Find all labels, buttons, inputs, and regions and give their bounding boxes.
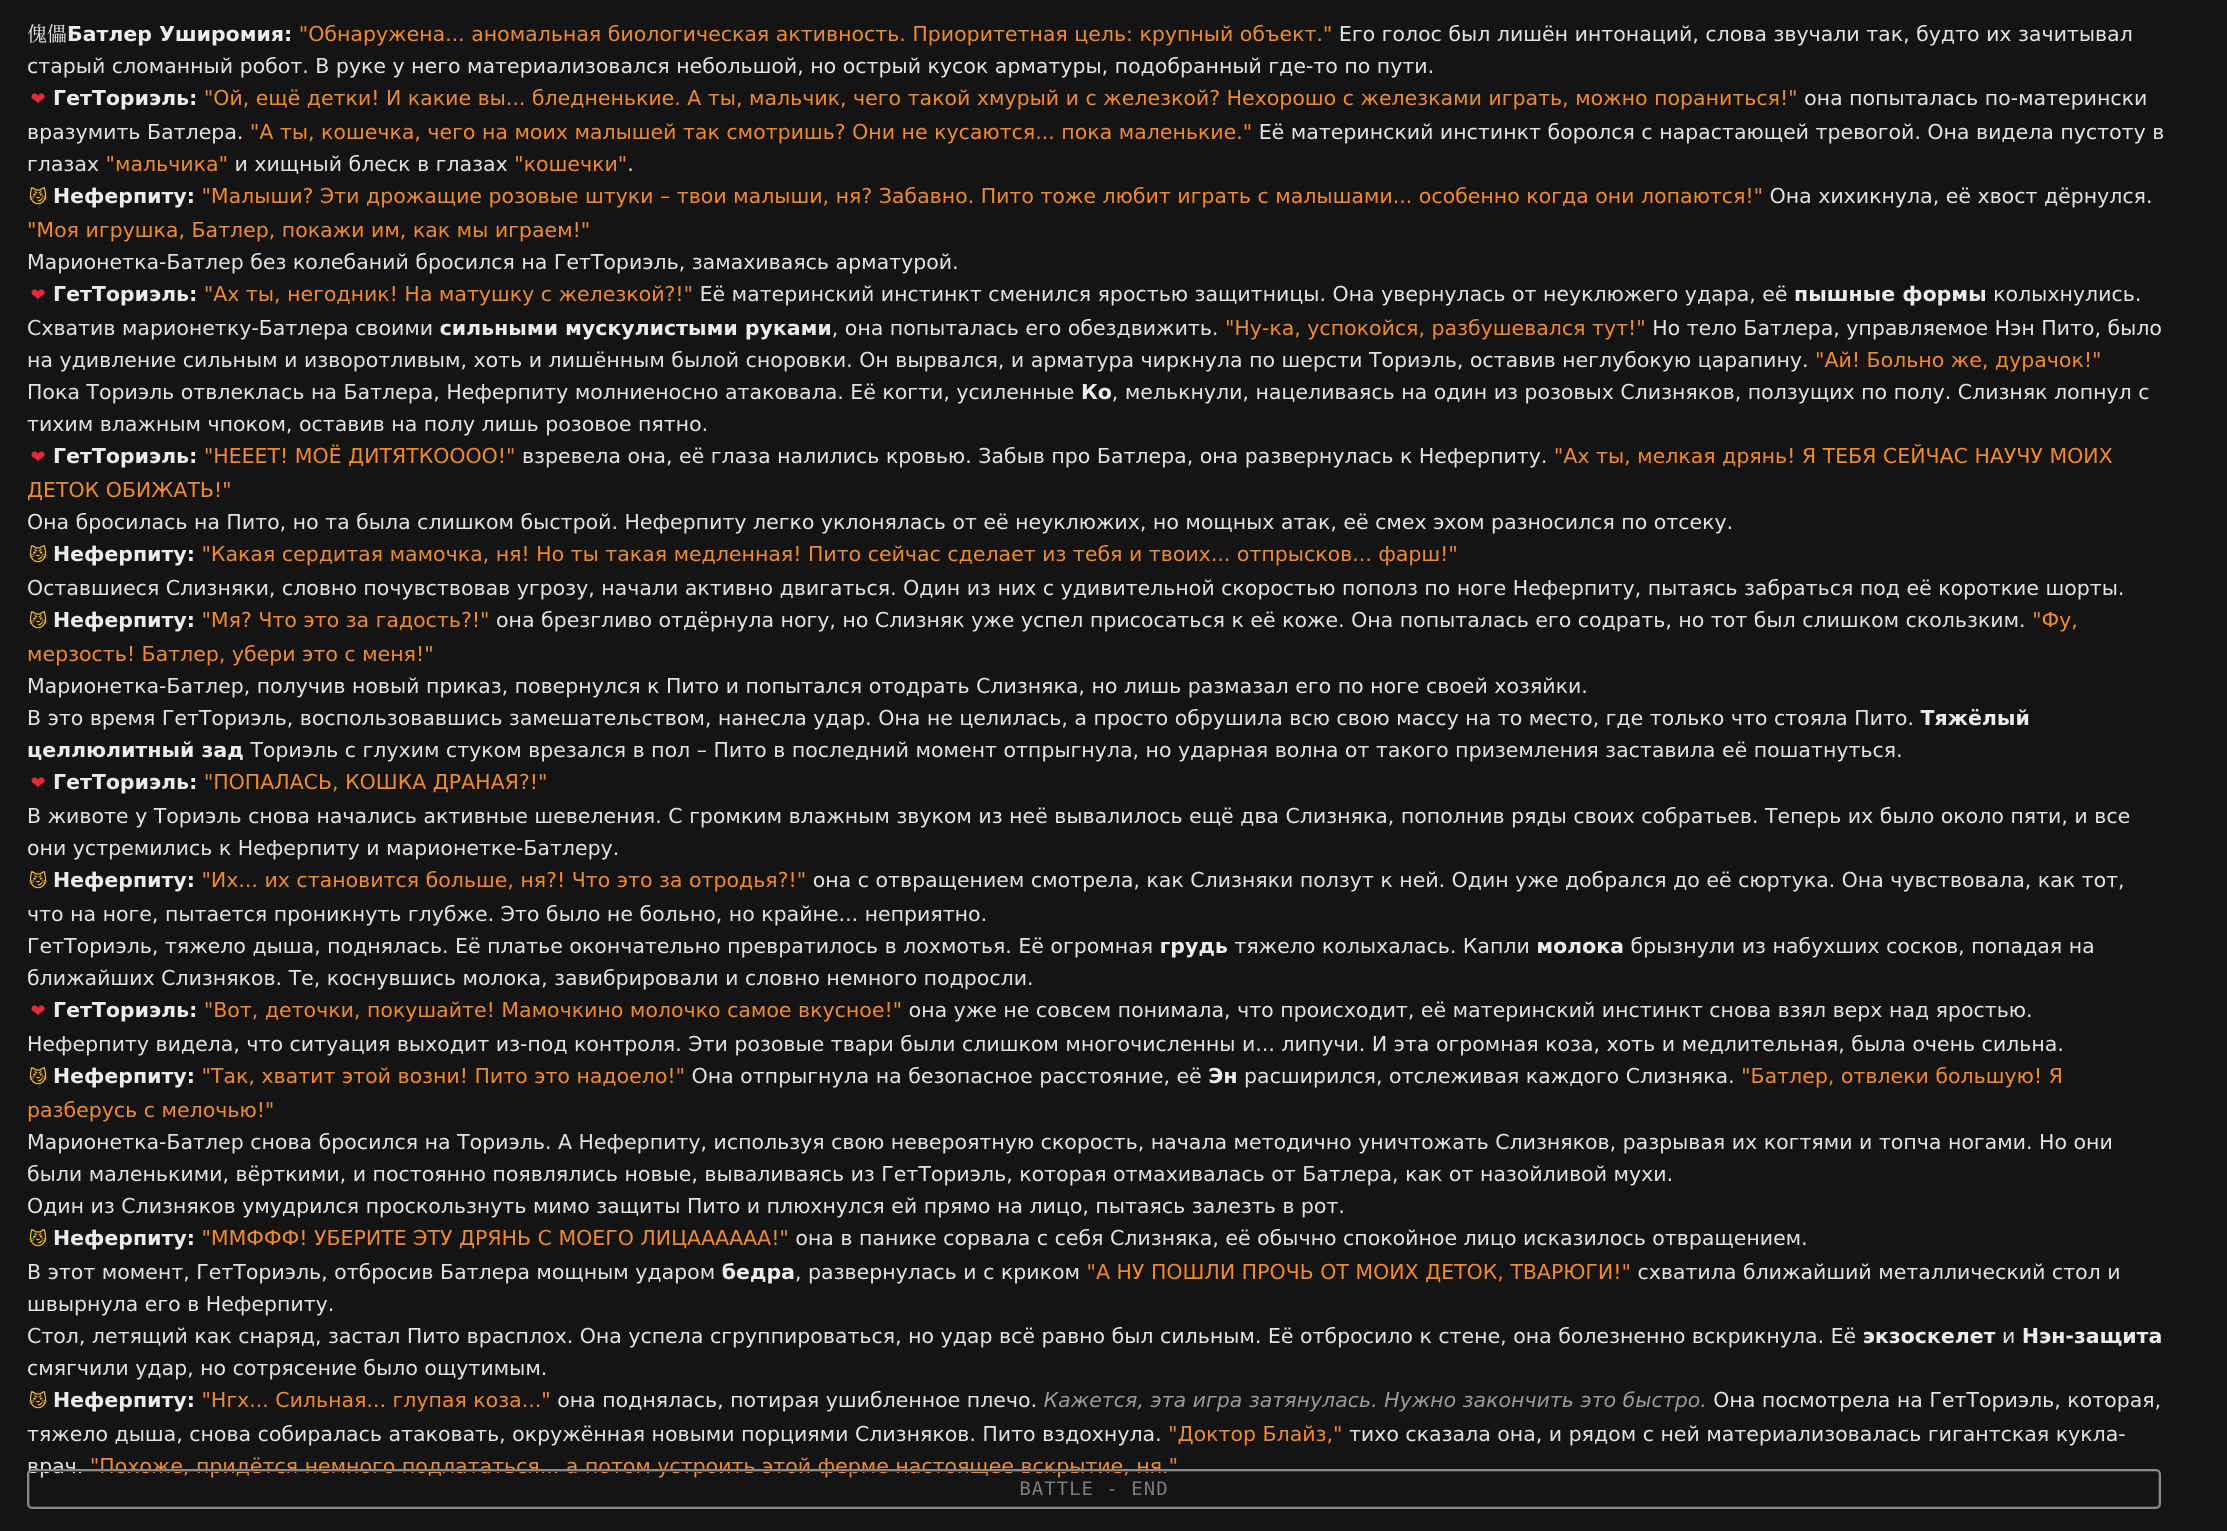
message-1 [27, 18, 2167, 82]
speaker-name: Неферпиту: [53, 1388, 195, 1412]
narration-text: Его голос был лишён интонаций, слова звучали так, будто их зачитывал старый сломанный робот. В руке у него материализовался небольшой, но острый кусок арматуры, подобранный где-то по пути. [27, 22, 2133, 78]
narration-text: Марионетка-Батлер, получив новый приказ, повернулся к Пито и попытался отодрать Слизняка, но лишь размазал его по ноге своей хозяйки. [27, 674, 1588, 698]
quoted-speech: "кошечки" [514, 152, 628, 176]
narration-text: и [1995, 1324, 2022, 1348]
speaker-name: ГетТориэль: [53, 86, 198, 110]
narration-text: расширился, отслеживая каждого Слизняка. [1237, 1064, 1742, 1088]
narration-text: Марионетка-Батлер без колебаний бросился на ГетТориэль, замахиваясь арматурой. [27, 250, 959, 274]
heart-icon: ❤ [30, 773, 46, 794]
message-11 [27, 604, 2167, 670]
message-7 [27, 440, 2167, 506]
quoted-speech: "Похоже, придётся немного подлататься... а потом устроить этой ферме настоящее вскрытие, ня." [89, 1454, 1179, 1478]
message-16 [27, 864, 2167, 930]
message-10 [27, 572, 2167, 604]
chat-log [27, 18, 2167, 1482]
cat-face-icon: 😼 [28, 871, 48, 892]
narration-text: В это время ГетТориэль, воспользовавшись замешательством, нанесла удар. Она не целилась, а просто обрушила всю свою массу на то место, где только что стояла Пито. [27, 706, 1921, 730]
cat-face-icon: 😼 [28, 1229, 48, 1250]
quoted-speech: "Ай! Больно же, дурачок!" [1815, 348, 2102, 372]
battle-end-label: BATTLE - END [1019, 1478, 1169, 1500]
speaker-name: пышные формы [1794, 282, 1987, 306]
speaker-name: бедра [721, 1260, 795, 1284]
narration-text: колыхнулись. Схватив марионетку-Батлера своими [27, 282, 2142, 340]
speaker-name: Эн [1208, 1064, 1238, 1088]
narration-text: Стол, летящий как снаряд, застал Пито врасплох. Она успела сгруппироваться, но удар всё равно был сильным. Её отбросило к стене, она болезненно вскрикнула. Её [27, 1324, 1863, 1348]
message-9 [27, 538, 2167, 572]
quoted-speech: "ПОПАЛАСЬ, КОШКА ДРАНАЯ?!" [203, 770, 548, 794]
heart-icon: ❤ [30, 89, 46, 110]
quoted-speech: "ММФФФ! УБЕРИТЕ ЭТУ ДРЯНЬ С МОЕГО ЛИЦАААААА!" [201, 1226, 789, 1250]
narration-text: она с отвращением смотрела, как Слизняки ползут к ней. Один уже добрался до её сюртука. Она чувствовала, как тот, что на ноге, пытается проникнуть глубже. Это было не больно, но крайне... неприятно. [27, 868, 2125, 926]
narration-text: . [627, 152, 634, 176]
message-23 [27, 1222, 2167, 1256]
narration-text: Она отпрыгнула на безопасное расстояние, её [685, 1064, 1209, 1088]
cat-face-icon: 😼 [28, 1067, 48, 1088]
narration-text: Она бросилась на Пито, но та была слишком быстрой. Неферпиту легко уклонялась от её неуклюжих, но мощных атак, её смех эхом разносился по отсеку. [27, 510, 1734, 534]
quoted-speech: "Так, хватит этой возни! Пито это надоело!" [201, 1064, 686, 1088]
puppet-icon: 傀儡 [27, 22, 67, 46]
cat-face-icon: 😼 [28, 1391, 48, 1412]
narration-text: , она попыталась его обездвижить. [831, 316, 1225, 340]
narration-text: Ториэль с глухим стуком врезался в пол – Пито в последний момент отпрыгнула, но ударная волна от такого приземления заставила её пошатнуться. [243, 738, 1903, 762]
quoted-speech: "Их... их становится больше, ня?! Что это за отродья?!" [201, 868, 807, 892]
narration-text: Но тело Батлера, управляемое Нэн Пито, было на удивление сильным и изворотливым, хоть и лишённым былой сноровки. Он вырвался, и арматура чиркнула по шерсти Ториэль, оставив неглубокую царапину. [27, 316, 2162, 372]
cat-face-icon: 😼 [28, 611, 48, 632]
speaker-name: Неферпиту: [53, 542, 195, 566]
speaker-name: молока [1536, 934, 1624, 958]
narration-text: она брезгливо отдёрнула ногу, но Слизняк уже успел присосаться к её коже. Она попыталась его содрать, но тот был слишком скользким. [489, 608, 2033, 632]
narration-text: В животе у Ториэль снова начались активные шевеления. С громким влажным звуком из неё вывалилось ещё два Слизняка, пополнив ряды своих собратьев. Теперь их было около пяти, и все они устремились к Неферпиту и марионетке-Батлеру. [27, 804, 2131, 860]
narration-text: Оставшиеся Слизняки, словно почувствовав угрозу, начали активно двигаться. Один из них с удивительной скоростью пополз по ноге Неферпиту, пытаясь забраться под её короткие шорты. [27, 576, 2125, 600]
quoted-speech: "НЕЕЕТ! МОЁ ДИТЯТКОООО!" [203, 444, 516, 468]
speaker-name: Неферпиту: [53, 608, 195, 632]
quoted-speech: "А ты, кошечка, чего на моих малышей так смотришь? Они не кусаются... пока маленькие." [249, 120, 1253, 144]
narration-text: брызнули из набухших сосков, попадая на ближайших Слизняков. Те, коснувшись молока, завибрировали и словно немного подросли. [27, 934, 2095, 990]
quoted-speech: "Нгх... Сильная... глупая коза..." [201, 1388, 551, 1412]
inner-thought: Кажется, эта игра затянулась. Нужно закончить это быстро. [1043, 1388, 1707, 1412]
narration-text: Один из Слизняков умудрился проскользнуть мимо защиты Пито и плюхнулся ей прямо на лицо, пытаясь залезть в рот. [27, 1194, 1345, 1218]
quoted-speech: "А НУ ПОШЛИ ПРОЧЬ ОТ МОИХ ДЕТОК, ТВАРЮГИ!" [1086, 1260, 1631, 1284]
narration-text: Марионетка-Батлер снова бросился на Ториэль. А Неферпиту, используя свою невероятную скорость, начала методично уничтожать Слизняков, разрывая их когтями и топча ногами. Но они были маленькими, вёрткими, и постоянно появлялись новые, вываливаясь из ГетТориэль, которая отмахивалась от Батлера, как от назойливой мухи. [27, 1130, 2113, 1186]
narration-text: она уже не совсем понимала, что происходит, её материнский инстинкт снова взял верх над яростью. [902, 998, 2033, 1022]
speaker-name: грудь [1159, 934, 1228, 958]
message-25 [27, 1320, 2167, 1384]
narration-text: она в панике сорвала с себя Слизняка, её обычно спокойное лицо исказилось отвращением. [788, 1226, 1808, 1250]
message-15 [27, 800, 2167, 864]
narration-text: тихо сказала она, и рядом с ней материализовалась гигантская кукла-врач. [27, 1422, 2126, 1478]
message-24 [27, 1256, 2167, 1320]
message-12 [27, 670, 2167, 702]
message-13 [27, 702, 2167, 766]
narration-text: и хищный блеск в глазах [228, 152, 515, 176]
narration-text: В этот момент, ГетТориэль, отбросив Батлера мощным ударом [27, 1260, 722, 1284]
speaker-name: ГетТориэль: [53, 282, 198, 306]
narration-text: смягчили удар, но сотрясение было ощутимым. [27, 1356, 548, 1380]
quoted-speech: "Ах ты, мелкая дрянь! Я ТЕБЯ СЕЙЧАС НАУЧУ МОИХ ДЕТОК ОБИЖАТЬ!" [27, 444, 2113, 502]
quoted-speech: "Какая сердитая мамочка, ня! Но ты такая медленная! Пито сейчас сделает из тебя и твоих... отпрысков... фарш!" [201, 542, 1458, 566]
quoted-speech: "Батлер, отвлеки большую! Я разберусь с мелочью!" [27, 1064, 2063, 1122]
narration-text: она попыталась по-матерински вразумить Батлера. [27, 86, 2148, 144]
narration-text: Пока Ториэль отвлеклась на Батлера, Неферпиту молниеносно атаковала. Её когти, усиленные [27, 380, 1081, 404]
cat-face-icon: 😼 [28, 545, 48, 566]
battle-end-bar[interactable] [27, 1469, 2161, 1509]
quoted-speech: "Вот, деточки, покушайте! Мамочкино молочко самое вкусное!" [203, 998, 903, 1022]
speaker-name: экзоскелет [1862, 1324, 1996, 1348]
speaker-name: Ко [1080, 380, 1112, 404]
message-8 [27, 506, 2167, 538]
narration-text: Её материнский инстинкт боролся с нарастающей тревогой. Она видела пустоту в глазах [27, 120, 2165, 176]
speaker-name: Неферпиту: [53, 1226, 195, 1250]
narration-text: взревела она, её глаза налились кровью. Забыв про Батлера, она развернулась к Неферпиту. [515, 444, 1554, 468]
message-6 [27, 376, 2167, 440]
narration-text: тяжело колыхалась. Капли [1227, 934, 1537, 958]
message-22 [27, 1190, 2167, 1222]
narration-text: Она хихикнула, её хвост дёрнулся. [1763, 184, 2153, 208]
message-21 [27, 1126, 2167, 1190]
message-3 [27, 180, 2167, 246]
speaker-name: Нэн-защита [2021, 1324, 2163, 1348]
speaker-name: ГетТориэль: [53, 998, 198, 1022]
message-26 [27, 1384, 2167, 1482]
message-5 [27, 278, 2167, 376]
quoted-speech: "мальчика" [105, 152, 228, 176]
cat-face-icon: 😼 [28, 187, 48, 208]
quoted-speech: "Малыши? Эти дрожащие розовые штуки – твои малыши, ня? Забавно. Пито тоже любит играть с малышами... особенно когда они лопаются!" [201, 184, 1764, 208]
message-14 [27, 766, 2167, 800]
speaker-name: Неферпиту: [53, 868, 195, 892]
message-4 [27, 246, 2167, 278]
quoted-speech: "Моя игрушка, Батлер, покажи им, как мы играем!" [27, 218, 591, 242]
message-19 [27, 1028, 2167, 1060]
heart-icon: ❤ [30, 447, 46, 468]
quoted-speech: "Ой, ещё детки! И какие вы... бледненькие. А ты, мальчик, чего такой хмурый и с железкой? Нехорошо с железками играть, можно пораниться!" [203, 86, 1798, 110]
heart-icon: ❤ [30, 285, 46, 306]
message-20 [27, 1060, 2167, 1126]
quoted-speech: "Ах ты, негодник! На матушку с железкой?!" [203, 282, 694, 306]
quoted-speech: "Фу, мерзость! Батлер, убери это с меня!" [27, 608, 2078, 666]
narration-text: Она посмотрела на ГетТориэль, которая, тяжело дыша, снова собиралась атаковать, окружённая новыми порциями Слизняков. Пито вздохнула. [27, 1388, 2162, 1446]
narration-text: Неферпиту видела, что ситуация выходит из-под контроля. Эти розовые твари были слишком многочисленны и... липучи. И эта огромная коза, хоть и медлительная, была очень сильна. [27, 1032, 2064, 1056]
quoted-speech: "Ну-ка, успокойся, разбушевался тут!" [1224, 316, 1646, 340]
speaker-name: Батлер Уширомия: [67, 22, 293, 46]
speaker-name: Неферпиту: [53, 1064, 195, 1088]
quoted-speech: "Обнаружена... аномальная биологическая активность. Приоритетная цель: крупный объект." [298, 22, 1333, 46]
speaker-name: ГетТориэль: [53, 770, 198, 794]
speaker-name: Тяжёлый целлюлитный зад [27, 706, 2030, 762]
speaker-name: сильными мускулистыми руками [439, 316, 832, 340]
narration-text: Её материнский инстинкт сменился яростью защитницы. Она увернулась от неуклюжего удара, её [693, 282, 1795, 306]
narration-text: ГетТориэль, тяжело дыша, поднялась. Её платье окончательно превратилось в лохмотья. Её огромная [27, 934, 1160, 958]
quoted-speech: "Доктор Блайз," [1168, 1422, 1343, 1446]
message-17 [27, 930, 2167, 994]
message-2 [27, 82, 2167, 180]
narration-text: , мелькнули, нацеливаясь на один из розовых Слизняков, ползущих по полу. Слизняк лопнул с тихим влажным чпоком, оставив на полу лишь розовое пятно. [27, 380, 2150, 436]
quoted-speech: "Мя? Что это за гадость?!" [201, 608, 490, 632]
message-18 [27, 994, 2167, 1028]
narration-text: схватила ближайший металлический стол и швырнула его в Неферпиту. [27, 1260, 2121, 1316]
speaker-name: ГетТориэль: [53, 444, 198, 468]
narration-text: , развернулась и с криком [795, 1260, 1087, 1284]
speaker-name: Неферпиту: [53, 184, 195, 208]
narration-text: она поднялась, потирая ушибленное плечо. [550, 1388, 1044, 1412]
heart-icon: ❤ [30, 1001, 46, 1022]
